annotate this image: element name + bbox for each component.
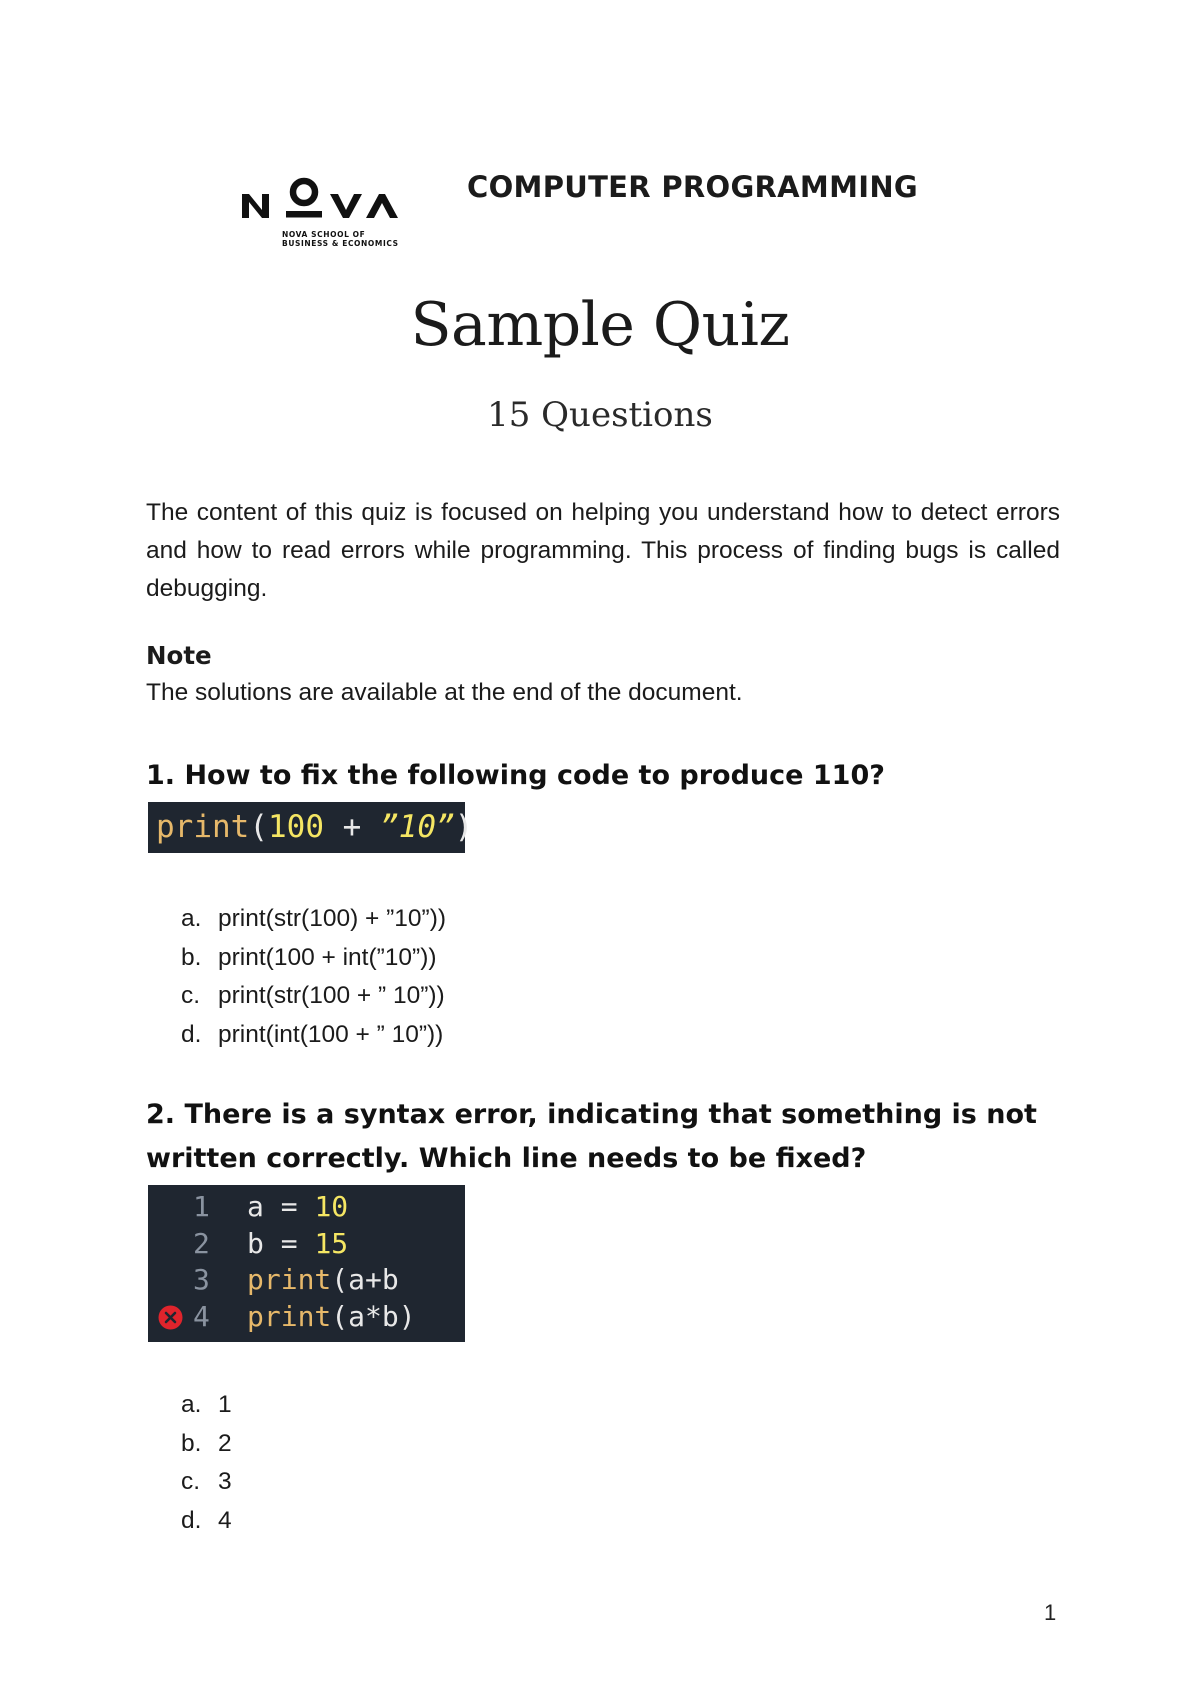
code-paren-open: ( bbox=[249, 809, 268, 845]
code-assign: = bbox=[263, 1190, 315, 1223]
code-function: print bbox=[247, 1263, 332, 1296]
option-text: 4 bbox=[218, 1506, 232, 1534]
option-text: print(str(100) + ”10”)) bbox=[218, 905, 447, 932]
intro-paragraph: The content of this quiz is focused on helping you understand how to detect errors and how to read errors while programming. This process of finding bugs is called debugging. bbox=[146, 499, 1060, 602]
code-line-2 bbox=[148, 1226, 465, 1263]
option-letter: c. bbox=[181, 982, 201, 1009]
option-letter: d. bbox=[181, 1506, 202, 1534]
code-number: 15 bbox=[314, 1226, 349, 1260]
option-d bbox=[181, 1016, 446, 1055]
code-assign: = bbox=[263, 1226, 315, 1260]
option-letter: d. bbox=[181, 1020, 202, 1048]
code-number: 100 bbox=[268, 809, 324, 845]
option-text: 2 bbox=[218, 1429, 232, 1457]
line-number: 4 bbox=[193, 1299, 210, 1333]
nova-logo-mark bbox=[238, 168, 418, 228]
code-operator: + bbox=[324, 809, 380, 845]
question-1-code-snippet bbox=[148, 802, 474, 853]
option-b bbox=[181, 939, 446, 978]
question-1-options bbox=[181, 900, 446, 1054]
code-string: ”10” bbox=[380, 809, 455, 845]
option-letter: c. bbox=[181, 1468, 201, 1495]
option-letter: b. bbox=[181, 943, 202, 971]
logo-subtitle-line1: NOVA SCHOOL OF bbox=[282, 230, 366, 239]
nova-logo bbox=[238, 168, 418, 252]
code-variable: b bbox=[247, 1226, 264, 1260]
option-c bbox=[181, 977, 446, 1016]
logo-subtitle bbox=[282, 230, 399, 248]
code-args: (a*b) bbox=[331, 1299, 416, 1333]
page-title: Sample Quiz bbox=[410, 290, 790, 360]
note-label: Note bbox=[146, 641, 212, 670]
question-2-heading: 2. There is a syntax error, indicating that something is not written correctly. Which line needs to be fixed? bbox=[146, 1099, 1037, 1174]
option-a bbox=[181, 1386, 232, 1425]
line-code bbox=[247, 1226, 348, 1263]
option-text: print(100 + int(”10”)) bbox=[218, 943, 437, 971]
option-text: print(str(100 + ” 10”)) bbox=[218, 982, 445, 1009]
note-text: The solutions are available at the end of the document. bbox=[146, 679, 743, 706]
code-line-3 bbox=[148, 1262, 465, 1299]
code-function: print bbox=[156, 809, 250, 845]
code-function: print bbox=[247, 1299, 332, 1333]
option-c bbox=[181, 1463, 232, 1502]
line-number: 1 bbox=[193, 1190, 210, 1223]
option-letter: a. bbox=[181, 905, 202, 932]
option-a bbox=[181, 900, 446, 939]
option-letter: b. bbox=[181, 1429, 202, 1457]
logo-subtitle-line2: BUSINESS & ECONOMICS bbox=[282, 239, 399, 248]
question-2-options bbox=[181, 1386, 232, 1540]
option-text: print(int(100 + ” 10”)) bbox=[218, 1020, 444, 1048]
question-2-code-snippet bbox=[148, 1185, 465, 1342]
option-d bbox=[181, 1502, 232, 1541]
code-line-1 bbox=[148, 1189, 465, 1226]
line-code bbox=[247, 1262, 399, 1299]
page-number: 1 bbox=[1044, 1600, 1057, 1625]
line-number: 3 bbox=[193, 1263, 210, 1296]
option-text: 1 bbox=[218, 1391, 232, 1418]
code-args: (a+b bbox=[331, 1263, 399, 1296]
code-number: 10 bbox=[314, 1190, 349, 1223]
line-code bbox=[247, 1299, 416, 1336]
line-code bbox=[247, 1189, 348, 1226]
question-1-heading: 1. How to fix the following code to produce 110? bbox=[146, 760, 885, 791]
code-variable: a bbox=[247, 1190, 264, 1223]
line-number: 2 bbox=[193, 1226, 210, 1260]
option-text: 3 bbox=[218, 1468, 232, 1495]
course-title: COMPUTER PROGRAMMING bbox=[467, 170, 919, 204]
error-x-icon bbox=[158, 1305, 183, 1330]
code-line-4 bbox=[148, 1299, 465, 1336]
option-letter: a. bbox=[181, 1391, 202, 1418]
code-paren-close: ) bbox=[454, 809, 474, 845]
page-subtitle: 15 Questions bbox=[487, 395, 713, 435]
option-b bbox=[181, 1425, 232, 1464]
